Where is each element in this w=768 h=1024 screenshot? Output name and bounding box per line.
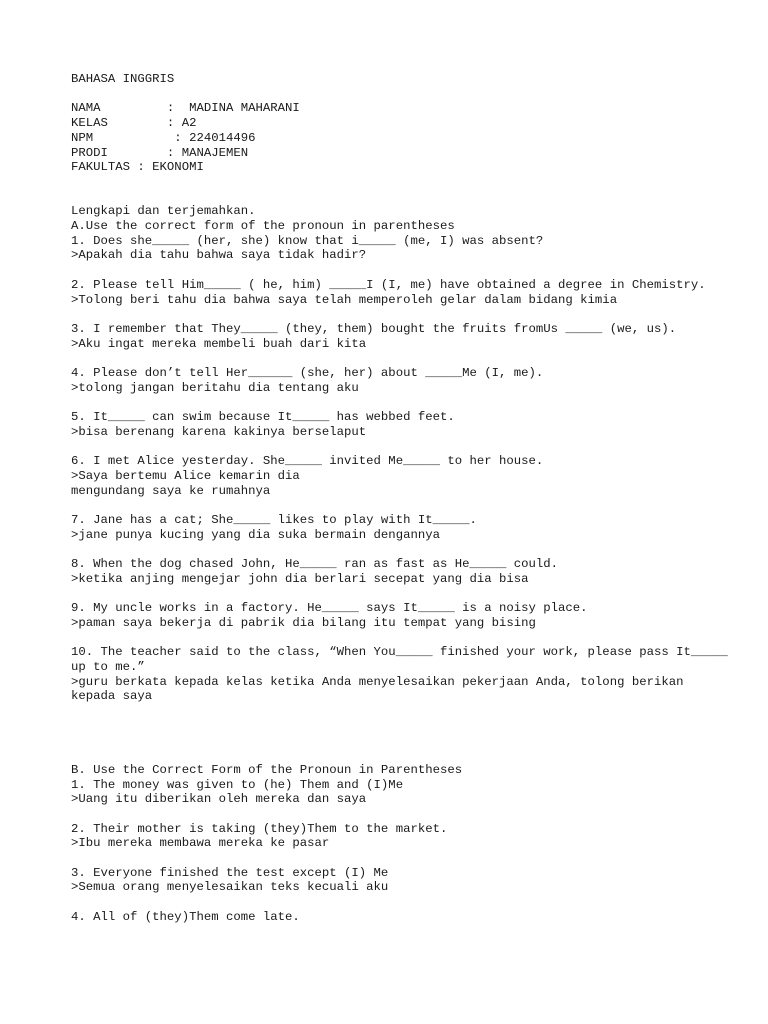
answer-text: >Uang itu diberikan oleh mereka dan saya xyxy=(71,792,367,807)
question-item xyxy=(71,366,731,395)
student-class: KELAS : A2 xyxy=(71,116,197,131)
answer-text: >jane punya kucing yang dia suka bermain dengannya xyxy=(71,527,440,542)
question-text: 3. I remember that They_____ (they, them) bought the fruits fromUs _____ (we, us). xyxy=(71,321,677,336)
student-program: PRODI : MANAJEMEN xyxy=(71,145,249,160)
question-item xyxy=(71,513,731,542)
question-item xyxy=(71,278,731,307)
section-a xyxy=(71,219,736,704)
answer-text: >Tolong beri tahu dia bahwa saya telah memperoleh gelar dalam bidang kimia xyxy=(71,292,618,307)
question-text: 10. The teacher said to the class, “When You_____ finished your work, please pass It_____ up to me.” xyxy=(71,645,736,674)
answer-text: >tolong jangan beritahu dia tentang aku xyxy=(71,380,359,395)
question-text: 5. It_____ can swim because It_____ has webbed feet. xyxy=(71,410,455,425)
question-text: 1. The money was given to (he) Them and (I)Me xyxy=(71,777,404,792)
section-b xyxy=(71,763,731,925)
question-text: 2. Their mother is taking (they)Them to the market. xyxy=(71,821,448,836)
student-faculty: FAKULTAS : EKONOMI xyxy=(71,160,204,175)
question-item xyxy=(71,322,731,351)
question-item xyxy=(71,234,731,263)
question-item xyxy=(71,557,731,586)
student-name: NAMA : MADINA MAHARANI xyxy=(71,101,300,116)
section-a-title: A.Use the correct form of the pronoun in parentheses xyxy=(71,219,455,233)
answer-text: >bisa berenang karena kakinya berselaput xyxy=(71,424,367,439)
question-text: 4. All of (they)Them come late. xyxy=(71,909,300,924)
answer-text: >Apakah dia tahu bahwa saya tidak hadir? xyxy=(71,248,367,263)
answer-text: >Semua orang menyelesaikan teks kecuali aku xyxy=(71,880,389,895)
student-npm: NPM : 224014496 xyxy=(71,130,256,145)
document-page xyxy=(71,72,736,925)
question-text: 8. When the dog chased John, He_____ ran as fast as He_____ could. xyxy=(71,557,559,572)
section-b-title: B. Use the Correct Form of the Pronoun in Parentheses xyxy=(71,762,463,777)
question-text: 4. Please don’t tell Her______ (she, her) about _____Me (I, me). xyxy=(71,365,544,380)
question-text: 1. Does she_____ (her, she) know that i_____ (me, I) was absent? xyxy=(71,233,544,248)
instruction-text: Lengkapi dan terjemahkan. xyxy=(71,204,256,219)
subject-title: BAHASA INGGRIS xyxy=(71,72,175,86)
question-text: 6. I met Alice yesterday. She_____ invited Me_____ to her house. xyxy=(71,454,544,469)
question-item xyxy=(71,601,731,630)
answer-text: >Saya bertemu Alice kemarin dia mengundang saya ke rumahnya xyxy=(71,468,300,498)
question-item xyxy=(71,410,731,439)
answer-text: >ketika anjing mengejar john dia berlari secepat yang dia bisa xyxy=(71,571,529,586)
question-item xyxy=(71,778,731,807)
answer-text: >paman saya bekerja di pabrik dia bilang itu tempat yang bising xyxy=(71,615,536,630)
answer-text: >Ibu mereka membawa mereka ke pasar xyxy=(71,836,330,851)
question-text: 3. Everyone finished the test except (I) Me xyxy=(71,865,389,880)
answer-text: >Aku ingat mereka membeli buah dari kita xyxy=(71,336,367,351)
question-item xyxy=(71,454,731,498)
answer-text: >guru berkata kepada kelas ketika Anda menyelesaikan pekerjaan Anda, tolong berikan kepada saya xyxy=(71,674,691,704)
question-item xyxy=(71,822,731,851)
question-text: 2. Please tell Him_____ ( he, him) _____I (I, me) have obtained a degree in Chemistry. xyxy=(71,277,706,292)
question-item xyxy=(71,866,731,895)
question-text: 9. My uncle works in a factory. He_____ says It_____ is a noisy place. xyxy=(71,601,588,616)
document-header xyxy=(71,72,731,175)
question-item xyxy=(71,910,731,925)
question-text: 7. Jane has a cat; She_____ likes to play with It_____. xyxy=(71,512,477,527)
question-item xyxy=(71,645,736,704)
